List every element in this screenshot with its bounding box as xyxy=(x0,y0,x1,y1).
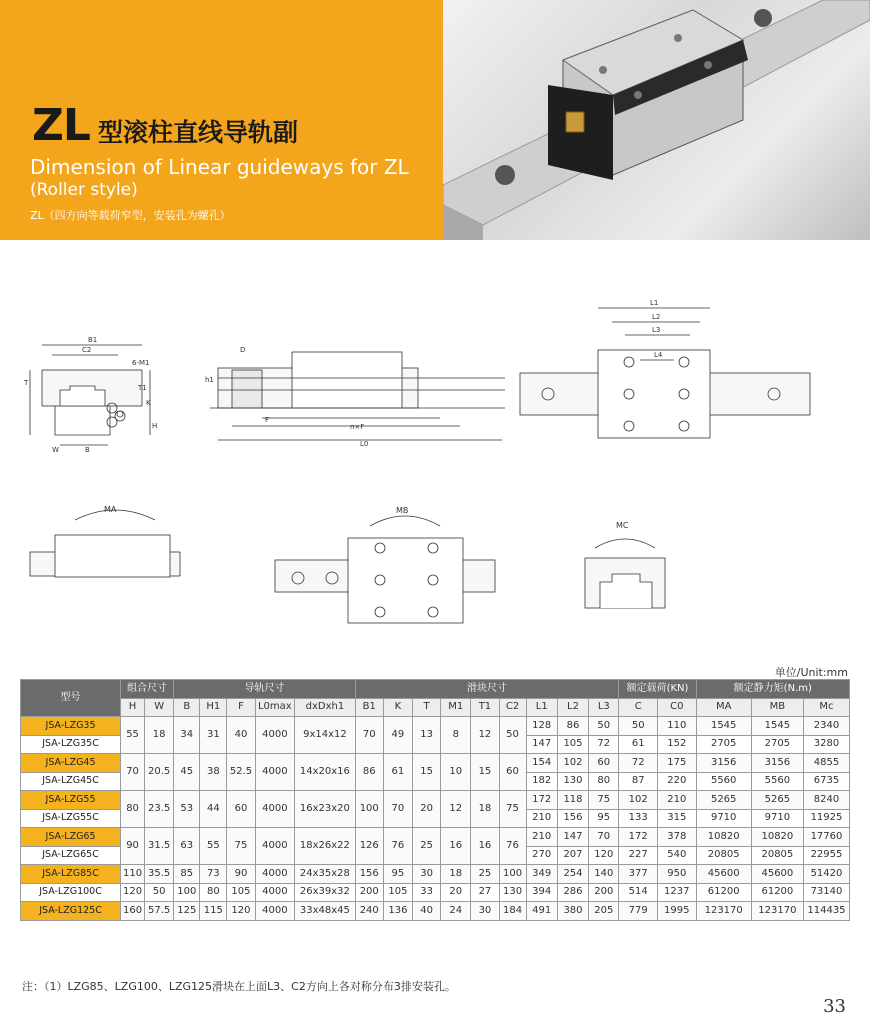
table-cell: 110 xyxy=(121,865,145,884)
table-cell: 90 xyxy=(121,828,145,865)
table-cell: 286 xyxy=(557,883,588,902)
table-cell: 90 xyxy=(227,865,255,884)
label-d: D xyxy=(240,346,246,354)
table-cell: 24x35x28 xyxy=(295,865,356,884)
table-cell: 4000 xyxy=(255,865,295,884)
table-cell: 154 xyxy=(526,754,557,773)
subheader-cell: C0 xyxy=(658,698,697,717)
subheader-cell: B xyxy=(174,698,200,717)
label-b: B xyxy=(85,446,90,454)
table-cell: 349 xyxy=(526,865,557,884)
table-cell: 9710 xyxy=(751,809,803,828)
table-cell: 75 xyxy=(589,791,619,810)
table-row xyxy=(21,883,850,902)
table-cell: 540 xyxy=(658,846,697,865)
subheader-cell: T1 xyxy=(471,698,499,717)
moment-ma-drawing xyxy=(30,510,180,577)
model-cell: JSA-LZG45C xyxy=(21,772,121,791)
subheader-cell: L2 xyxy=(557,698,588,717)
table-cell: 12 xyxy=(471,717,499,754)
table-cell: 10820 xyxy=(696,828,751,847)
table-cell: 394 xyxy=(526,883,557,902)
label-w: W xyxy=(52,446,59,454)
label-l3: L3 xyxy=(652,326,661,334)
table-cell: 950 xyxy=(658,865,697,884)
table-cell: 1237 xyxy=(658,883,697,902)
table-cell: 105 xyxy=(557,735,588,754)
table-cell: 5265 xyxy=(696,791,751,810)
table-cell: 184 xyxy=(499,902,526,921)
model-cell: JSA-LZG125C xyxy=(21,902,121,921)
table-cell: 72 xyxy=(619,754,658,773)
header-block: 滑块尺寸 xyxy=(355,680,619,699)
table-cell: 100 xyxy=(174,883,200,902)
table-cell: 210 xyxy=(526,809,557,828)
table-cell: 50 xyxy=(145,883,174,902)
table-cell: 60 xyxy=(227,791,255,828)
table-cell: 20 xyxy=(413,791,441,828)
header-model: 型号 xyxy=(21,680,121,717)
table-cell: 53 xyxy=(174,791,200,828)
table-cell: 45 xyxy=(174,754,200,791)
table-cell: 80 xyxy=(121,791,145,828)
table-row xyxy=(21,754,850,773)
subheader-cell: L3 xyxy=(589,698,619,717)
footnote: 注：（1）LZG85、LZG100、LZG125滑块在上面L3、C2方向上各对称分布3排安装孔。 xyxy=(22,980,456,993)
table-cell: 9710 xyxy=(696,809,751,828)
table-cell: 102 xyxy=(557,754,588,773)
table-cell: 75 xyxy=(499,791,526,828)
table-cell: 1545 xyxy=(696,717,751,736)
table-cell: 2340 xyxy=(803,717,849,736)
label-l2: L2 xyxy=(652,313,661,321)
table-row xyxy=(21,902,850,921)
table-cell: 2705 xyxy=(751,735,803,754)
table-cell: 133 xyxy=(619,809,658,828)
table-cell: 35.5 xyxy=(145,865,174,884)
label-mb: MB xyxy=(396,506,409,515)
label-c2: C2 xyxy=(82,346,92,354)
table-cell: 15 xyxy=(413,754,441,791)
table-cell: 15 xyxy=(471,754,499,791)
table-cell: 10820 xyxy=(751,828,803,847)
top-view-drawing xyxy=(520,308,810,438)
table-cell: 95 xyxy=(589,809,619,828)
table-cell: 136 xyxy=(383,902,412,921)
table-cell: 26x39x32 xyxy=(295,883,356,902)
table-cell: 8240 xyxy=(803,791,849,810)
table-cell: 3280 xyxy=(803,735,849,754)
table-cell: 45600 xyxy=(751,865,803,884)
label-l1: L1 xyxy=(650,299,659,307)
subheader-cell: K xyxy=(383,698,412,717)
subheader-cell: L1 xyxy=(526,698,557,717)
subheader-cell: L0max xyxy=(255,698,295,717)
label-h1: h1 xyxy=(205,376,214,384)
table-cell: 11925 xyxy=(803,809,849,828)
table-cell: 20805 xyxy=(696,846,751,865)
table-row xyxy=(21,828,850,847)
table-cell: 115 xyxy=(200,902,227,921)
subheader-cell: C xyxy=(619,698,658,717)
table-cell: 12 xyxy=(441,791,471,828)
model-cell: JSA-LZG55 xyxy=(21,791,121,810)
model-cell: JSA-LZG45 xyxy=(21,754,121,773)
table-cell: 61 xyxy=(619,735,658,754)
table-cell: 87 xyxy=(619,772,658,791)
subheader-cell: F xyxy=(227,698,255,717)
title-english: Dimension of Linear guideways for ZL xyxy=(30,155,409,179)
table-cell: 156 xyxy=(557,809,588,828)
model-cell: JSA-LZG85C xyxy=(21,865,121,884)
table-cell: 200 xyxy=(355,883,383,902)
table-cell: 16 xyxy=(441,828,471,865)
table-cell: 18 xyxy=(145,717,174,754)
header-dynamic-load: 额定载荷(KN) xyxy=(619,680,696,699)
table-cell: 130 xyxy=(499,883,526,902)
table-cell: 4000 xyxy=(255,754,295,791)
table-cell: 254 xyxy=(557,865,588,884)
table-cell: 25 xyxy=(471,865,499,884)
table-cell: 378 xyxy=(658,828,697,847)
table-cell: 377 xyxy=(619,865,658,884)
table-cell: 16 xyxy=(471,828,499,865)
table-cell: 49 xyxy=(383,717,412,754)
table-cell: 45600 xyxy=(696,865,751,884)
table-cell: 27 xyxy=(471,883,499,902)
table-cell: 10 xyxy=(441,754,471,791)
table-cell: 210 xyxy=(658,791,697,810)
table-cell: 33x48x45 xyxy=(295,902,356,921)
table-cell: 60 xyxy=(589,754,619,773)
table-cell: 105 xyxy=(227,883,255,902)
subheader-cell: M1 xyxy=(441,698,471,717)
table-cell: 61200 xyxy=(696,883,751,902)
table-cell: 70 xyxy=(589,828,619,847)
moment-mb-drawing xyxy=(275,516,495,623)
table-cell: 491 xyxy=(526,902,557,921)
table-cell: 210 xyxy=(526,828,557,847)
table-cell: 514 xyxy=(619,883,658,902)
label-l4: L4 xyxy=(654,351,663,359)
label-m1: 6-M1 xyxy=(132,359,150,367)
table-cell: 105 xyxy=(383,883,412,902)
table-row xyxy=(21,791,850,810)
table-cell: 22955 xyxy=(803,846,849,865)
table-cell: 95 xyxy=(383,865,412,884)
label-k: K xyxy=(146,399,151,407)
series-code: ZL xyxy=(32,100,90,151)
table-cell: 17760 xyxy=(803,828,849,847)
table-cell: 63 xyxy=(174,828,200,865)
table-cell: 18 xyxy=(441,865,471,884)
table-cell: 182 xyxy=(526,772,557,791)
table-cell: 1545 xyxy=(751,717,803,736)
subheader-cell: MB xyxy=(751,698,803,717)
technical-drawings xyxy=(0,290,870,660)
subtitle-chinese: ZL（四方向等载荷窄型，安装孔为螺孔） xyxy=(30,209,231,222)
table-cell: 4000 xyxy=(255,883,295,902)
subheader-cell: C2 xyxy=(499,698,526,717)
table-cell: 61 xyxy=(383,754,412,791)
table-cell: 60 xyxy=(499,754,526,791)
label-ma: MA xyxy=(104,505,117,514)
subheader-cell: T xyxy=(413,698,441,717)
table-cell: 120 xyxy=(227,902,255,921)
table-cell: 4000 xyxy=(255,791,295,828)
table-cell: 34 xyxy=(174,717,200,754)
table-cell: 80 xyxy=(589,772,619,791)
table-cell: 55 xyxy=(200,828,227,865)
table-cell: 13 xyxy=(413,717,441,754)
title-english-style: (Roller style) xyxy=(30,180,138,200)
model-cell: JSA-LZG35 xyxy=(21,717,121,736)
table-cell: 220 xyxy=(658,772,697,791)
table-cell: 3156 xyxy=(751,754,803,773)
table-cell: 52.5 xyxy=(227,754,255,791)
table-cell: 120 xyxy=(121,883,145,902)
table-cell: 86 xyxy=(355,754,383,791)
table-cell: 118 xyxy=(557,791,588,810)
table-cell: 50 xyxy=(589,717,619,736)
table-cell: 114435 xyxy=(803,902,849,921)
spec-table xyxy=(20,679,850,921)
table-row xyxy=(21,865,850,884)
header-static-moment: 额定静力矩(N.m) xyxy=(696,680,849,699)
page-number: 33 xyxy=(823,996,846,1017)
table-cell: 72 xyxy=(589,735,619,754)
table-cell: 70 xyxy=(383,791,412,828)
table-cell: 4000 xyxy=(255,902,295,921)
table-cell: 8 xyxy=(441,717,471,754)
table-cell: 25 xyxy=(413,828,441,865)
label-b1: B1 xyxy=(88,336,98,344)
table-cell: 3156 xyxy=(696,754,751,773)
table-cell: 30 xyxy=(471,902,499,921)
table-cell: 130 xyxy=(557,772,588,791)
table-cell: 50 xyxy=(619,717,658,736)
product-photo xyxy=(443,0,870,240)
table-cell: 70 xyxy=(355,717,383,754)
table-cell: 75 xyxy=(227,828,255,865)
title-chinese: 型滚柱直线导轨副 xyxy=(98,118,299,147)
table-cell: 20.5 xyxy=(145,754,174,791)
header-rail: 导轨尺寸 xyxy=(174,680,355,699)
table-cell: 102 xyxy=(619,791,658,810)
header-assembly: 组合尺寸 xyxy=(121,680,174,699)
table-cell: 1995 xyxy=(658,902,697,921)
table-cell: 120 xyxy=(589,846,619,865)
table-cell: 57.5 xyxy=(145,902,174,921)
table-cell: 24 xyxy=(441,902,471,921)
label-l0: L0 xyxy=(360,440,369,448)
title-banner xyxy=(0,0,443,240)
table-cell: 9x14x12 xyxy=(295,717,356,754)
table-body xyxy=(21,717,850,921)
table-row xyxy=(21,717,850,736)
table-cell: 110 xyxy=(658,717,697,736)
table-cell: 18x26x22 xyxy=(295,828,356,865)
label-t1: T1 xyxy=(138,384,147,392)
table-cell: 207 xyxy=(557,846,588,865)
table-cell: 100 xyxy=(355,791,383,828)
table-cell: 240 xyxy=(355,902,383,921)
table-cell: 779 xyxy=(619,902,658,921)
table-cell: 5560 xyxy=(696,772,751,791)
table-cell: 227 xyxy=(619,846,658,865)
table-cell: 40 xyxy=(227,717,255,754)
table-cell: 380 xyxy=(557,902,588,921)
subheader-cell: B1 xyxy=(355,698,383,717)
table-group-header-row xyxy=(21,680,850,699)
table-cell: 175 xyxy=(658,754,697,773)
table-sub-header-row xyxy=(21,698,850,717)
table-cell: 4855 xyxy=(803,754,849,773)
unit-label: 单位/Unit:mm xyxy=(774,666,848,679)
table-cell: 18 xyxy=(471,791,499,828)
model-cell: JSA-LZG65 xyxy=(21,828,121,847)
table-cell: 33 xyxy=(413,883,441,902)
table-cell: 76 xyxy=(499,828,526,865)
table-cell: 2705 xyxy=(696,735,751,754)
table-cell: 160 xyxy=(121,902,145,921)
label-t: T xyxy=(24,379,29,387)
table-cell: 200 xyxy=(589,883,619,902)
table-cell: 156 xyxy=(355,865,383,884)
table-cell: 20 xyxy=(441,883,471,902)
table-cell: 50 xyxy=(499,717,526,754)
table-cell: 125 xyxy=(174,902,200,921)
table-cell: 140 xyxy=(589,865,619,884)
table-cell: 126 xyxy=(355,828,383,865)
table-cell: 51420 xyxy=(803,865,849,884)
table-cell: 4000 xyxy=(255,828,295,865)
table-cell: 23.5 xyxy=(145,791,174,828)
table-cell: 30 xyxy=(413,865,441,884)
label-f: F xyxy=(265,416,270,424)
table-cell: 123170 xyxy=(751,902,803,921)
table-cell: 38 xyxy=(200,754,227,791)
table-cell: 44 xyxy=(200,791,227,828)
table-cell: 73140 xyxy=(803,883,849,902)
subheader-cell: MA xyxy=(696,698,751,717)
table-cell: 123170 xyxy=(696,902,751,921)
table-cell: 315 xyxy=(658,809,697,828)
label-nf: n×F xyxy=(350,423,365,431)
table-cell: 80 xyxy=(200,883,227,902)
table-cell: 172 xyxy=(526,791,557,810)
table-cell: 152 xyxy=(658,735,697,754)
model-cell: JSA-LZG100C xyxy=(21,883,121,902)
table-cell: 70 xyxy=(121,754,145,791)
table-cell: 4000 xyxy=(255,717,295,754)
table-cell: 147 xyxy=(526,735,557,754)
label-mc: MC xyxy=(616,521,629,530)
table-cell: 86 xyxy=(557,717,588,736)
table-cell: 20805 xyxy=(751,846,803,865)
table-cell: 205 xyxy=(589,902,619,921)
model-cell: JSA-LZG65C xyxy=(21,846,121,865)
table-cell: 5265 xyxy=(751,791,803,810)
table-cell: 6735 xyxy=(803,772,849,791)
table-cell: 100 xyxy=(499,865,526,884)
table-cell: 147 xyxy=(557,828,588,847)
table-cell: 14x20x16 xyxy=(295,754,356,791)
table-cell: 270 xyxy=(526,846,557,865)
table-cell: 40 xyxy=(413,902,441,921)
subheader-cell: Mc xyxy=(803,698,849,717)
subheader-cell: H1 xyxy=(200,698,227,717)
table-cell: 55 xyxy=(121,717,145,754)
table-cell: 73 xyxy=(200,865,227,884)
model-cell: JSA-LZG55C xyxy=(21,809,121,828)
model-cell: JSA-LZG35C xyxy=(21,735,121,754)
table-cell: 16x23x20 xyxy=(295,791,356,828)
subheader-cell: W xyxy=(145,698,174,717)
table-cell: 76 xyxy=(383,828,412,865)
table-cell: 31.5 xyxy=(145,828,174,865)
subheader-cell: dxDxh1 xyxy=(295,698,356,717)
table-cell: 128 xyxy=(526,717,557,736)
table-cell: 172 xyxy=(619,828,658,847)
moment-mc-drawing xyxy=(585,539,665,608)
table-cell: 85 xyxy=(174,865,200,884)
table-cell: 31 xyxy=(200,717,227,754)
table-cell: 61200 xyxy=(751,883,803,902)
label-h: H xyxy=(152,422,158,430)
subheader-cell: H xyxy=(121,698,145,717)
table-cell: 5560 xyxy=(751,772,803,791)
